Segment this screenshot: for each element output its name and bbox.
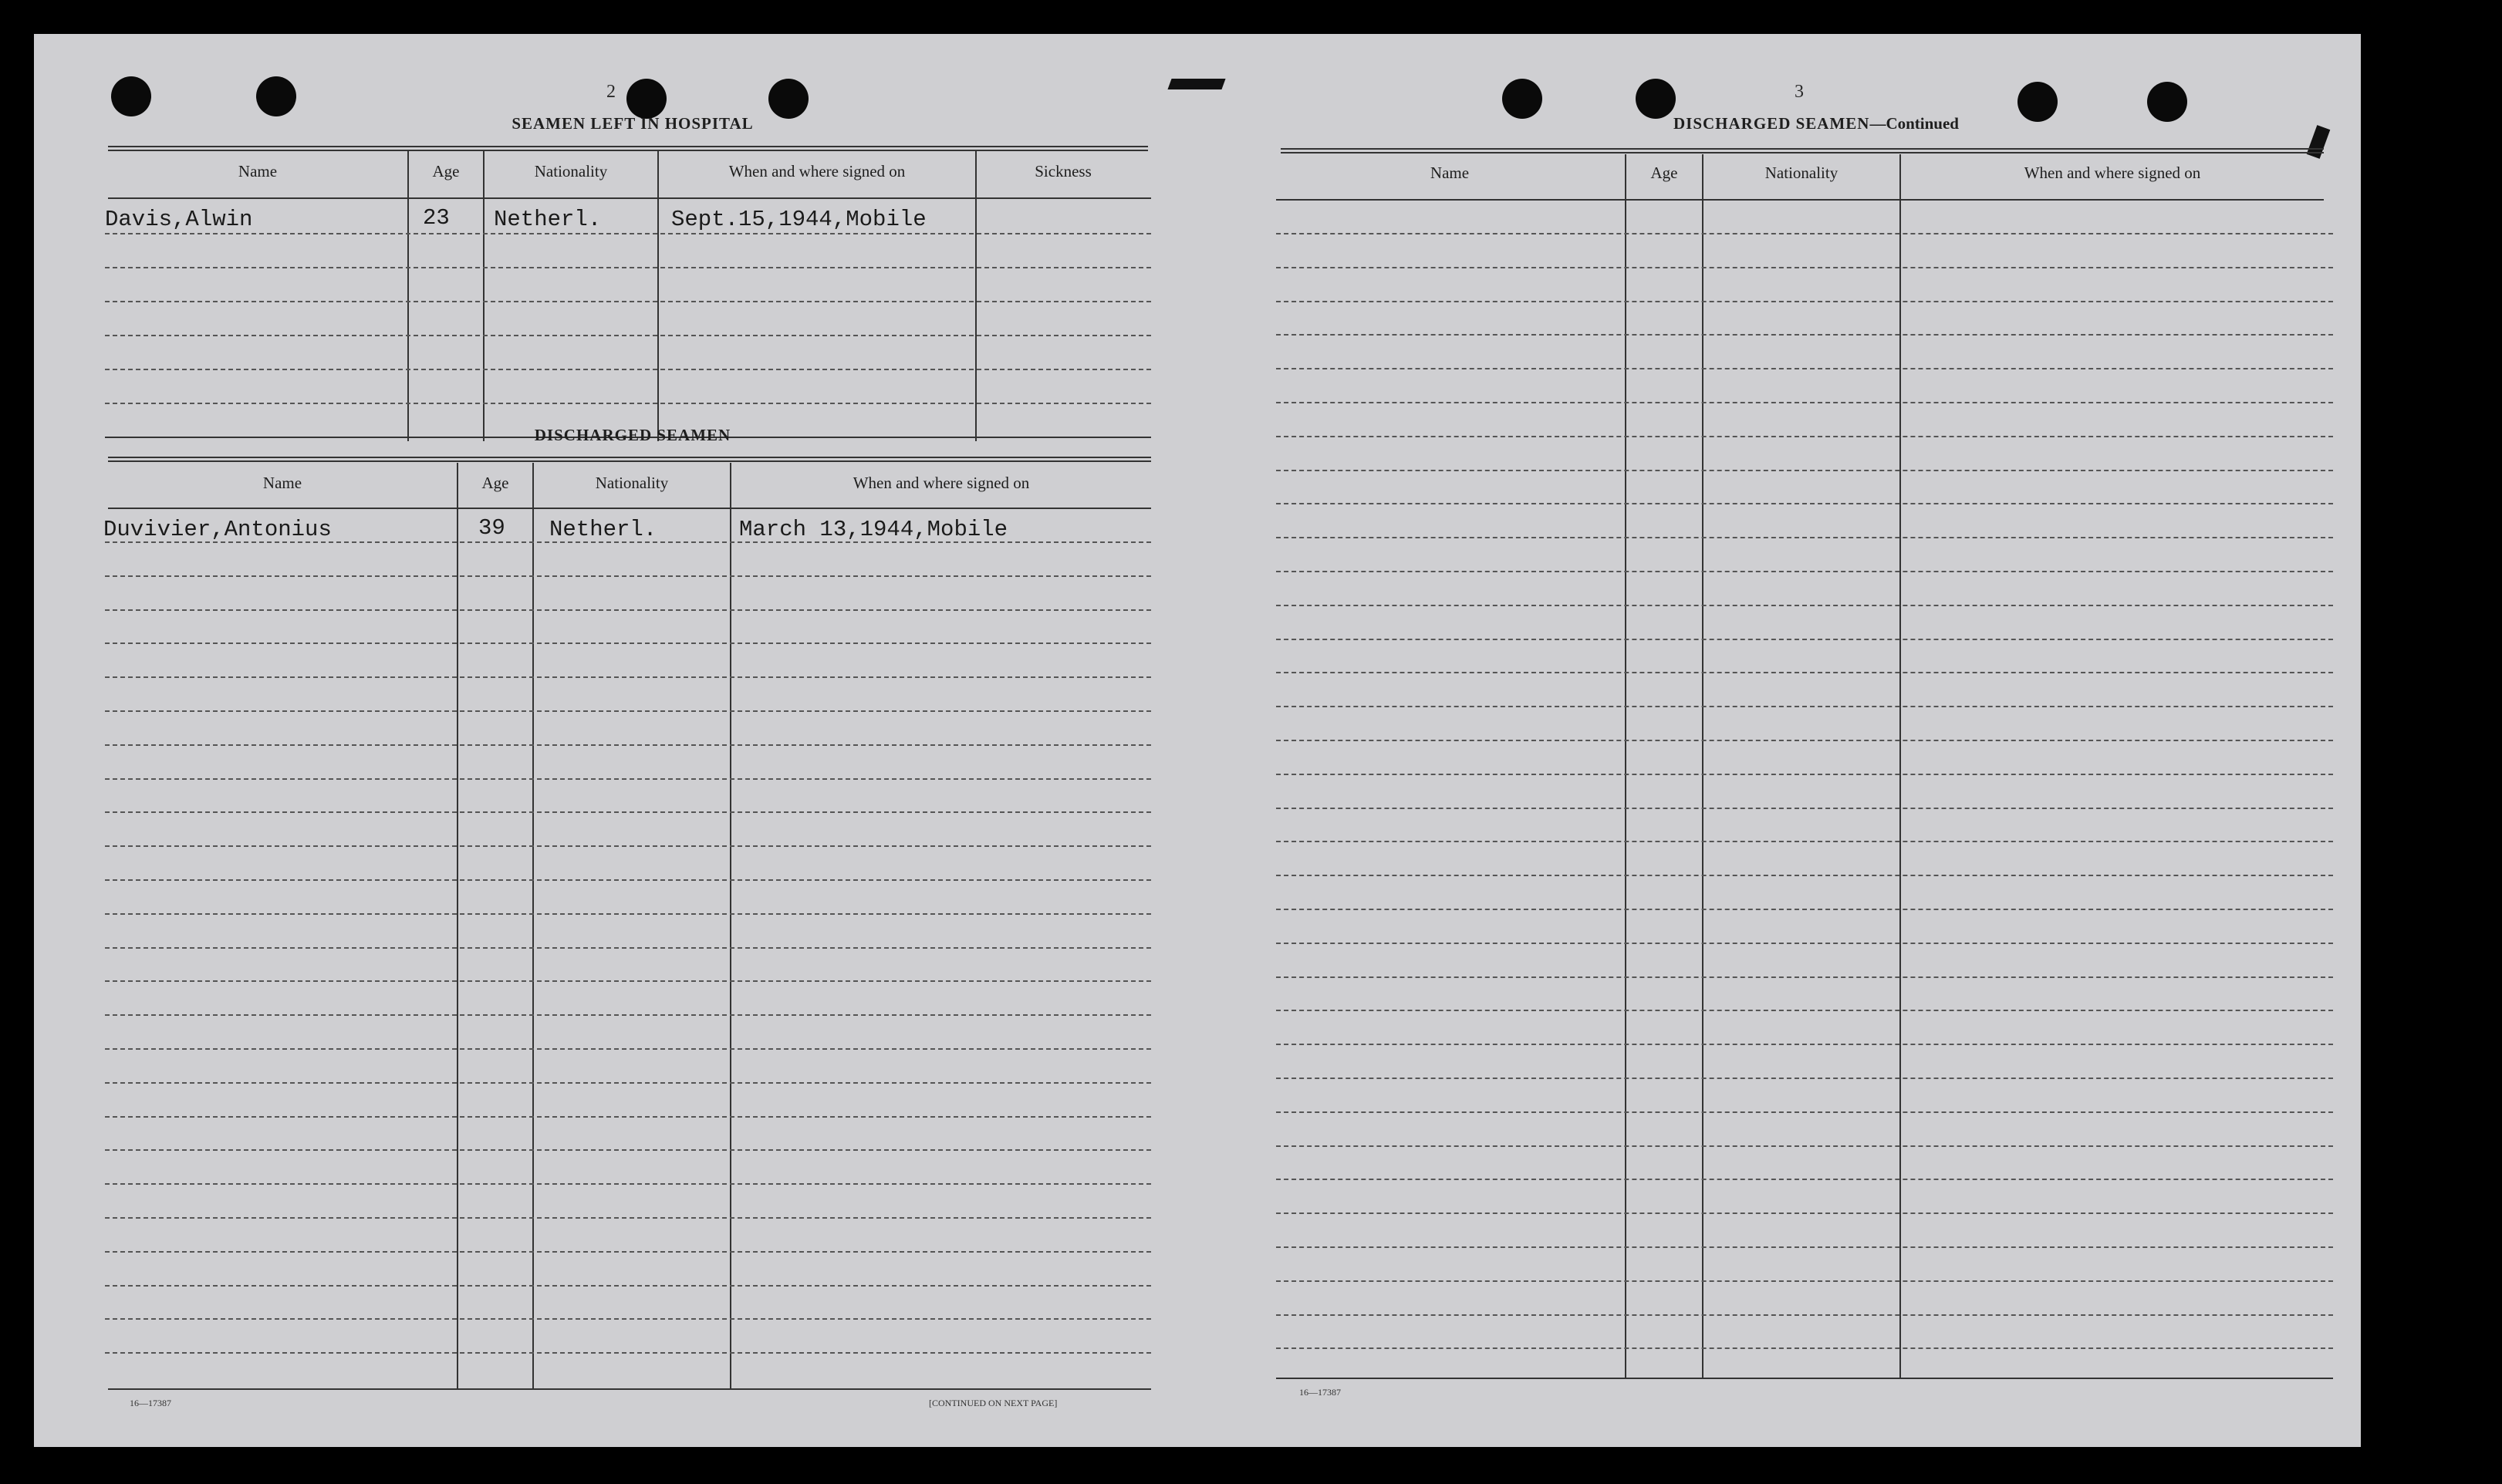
column-header-age: Age: [481, 474, 509, 492]
row-rule: [105, 913, 1151, 915]
row-rule: [105, 1048, 1151, 1050]
hospital-row-nationality: Netherl.: [494, 207, 602, 232]
row-rule: [105, 778, 1151, 780]
row-rule: [105, 1149, 1151, 1151]
row-rule: [105, 1014, 1151, 1016]
discharged-section-title: DISCHARGED SEAMEN: [534, 426, 731, 444]
row-rule: [1276, 976, 2333, 978]
column-header-name: Name: [238, 162, 278, 180]
row-rule: [1276, 706, 2333, 707]
continued-note: [CONTINUED ON NEXT PAGE]: [929, 1398, 1058, 1408]
column-header-signed-on: When and where signed on: [853, 474, 1030, 492]
row-rule: [1276, 267, 2333, 268]
punch-hole: [1502, 79, 1542, 119]
row-rule: [1276, 470, 2333, 471]
column-header-name: Name: [262, 474, 302, 492]
row-rule: [105, 1183, 1151, 1185]
column-header-nationality: Nationality: [534, 162, 608, 180]
column-header-nationality: Nationality: [1764, 164, 1839, 182]
row-rule: [105, 811, 1151, 813]
row-rule: [1276, 503, 2333, 504]
row-rule: [1276, 1212, 2333, 1214]
hospital-section-title: SEAMEN LEFT IN HOSPITAL: [512, 114, 754, 133]
column-header-age: Age: [1650, 164, 1678, 182]
row-rule: [1276, 1246, 2333, 1248]
row-rule: [105, 643, 1151, 644]
column-header-name: Name: [1430, 164, 1470, 182]
row-rule: [105, 1285, 1151, 1287]
row-rule: [105, 879, 1151, 881]
row-rule: [105, 710, 1151, 712]
punch-hole: [626, 79, 667, 119]
row-rule: [1276, 774, 2333, 775]
row-rule: [105, 1352, 1151, 1354]
row-rule: [1276, 1010, 2333, 1011]
form-code: 16—17387: [130, 1398, 171, 1408]
row-rule: [1276, 1044, 2333, 1045]
row-rule: [1276, 1314, 2333, 1316]
row-rule: [1276, 436, 2333, 437]
scan-mark: [1167, 79, 1225, 89]
column-header-sickness: Sickness: [1035, 162, 1092, 180]
column-header-signed-on: When and where signed on: [2024, 164, 2201, 182]
row-rule: [1276, 301, 2333, 302]
row-rule: [105, 541, 1151, 543]
row-rule: [105, 1251, 1151, 1253]
row-rule: [1276, 537, 2333, 538]
discharged-continued-main: DISCHARGED SEAMEN: [1673, 114, 1870, 133]
column-header-age: Age: [432, 162, 460, 180]
row-rule: [1276, 740, 2333, 741]
discharged-row-nationality: Netherl.: [549, 517, 657, 542]
discharged-row-age: 39: [478, 515, 505, 541]
row-rule: [1276, 875, 2333, 876]
row-rule: [1276, 1179, 2333, 1180]
row-rule: [1276, 1347, 2333, 1349]
discharged-row-name: Duvivier,Antonius: [103, 517, 332, 542]
row-rule: [1276, 605, 2333, 606]
hospital-row-signed-on: Sept.15,1944,Mobile: [671, 207, 927, 232]
row-rule: [1276, 402, 2333, 403]
row-rule: [105, 1318, 1151, 1320]
row-rule: [105, 609, 1151, 611]
row-rule: [105, 980, 1151, 982]
row-rule: [105, 947, 1151, 949]
row-rule: [1276, 1145, 2333, 1147]
row-rule: [1276, 943, 2333, 944]
punch-hole: [111, 76, 151, 116]
punch-hole: [1636, 79, 1676, 119]
row-rule: [105, 575, 1151, 577]
row-rule: [1276, 639, 2333, 640]
row-rule: [105, 1082, 1151, 1084]
discharged-row-signed-on: March 13,1944,Mobile: [739, 517, 1008, 542]
row-rule: [105, 1116, 1151, 1118]
punch-hole: [768, 79, 809, 119]
row-rule: [1276, 1280, 2333, 1282]
row-rule: [1276, 233, 2333, 234]
punch-hole: [256, 76, 296, 116]
hospital-row-age: 23: [423, 205, 450, 231]
row-rule: [1276, 672, 2333, 673]
row-rule: [1276, 334, 2333, 336]
row-rule: [1276, 571, 2333, 572]
form-code: 16—17387: [1299, 1387, 1341, 1398]
row-rule: [105, 845, 1151, 847]
discharged-continued-suffix: —Continued: [1869, 114, 1959, 133]
hospital-row-name: Davis,Alwin: [105, 207, 253, 232]
page-number: 2: [606, 82, 616, 102]
row-rule: [105, 676, 1151, 678]
row-rule: [1276, 1078, 2333, 1079]
document-sheet: [34, 34, 2361, 1447]
row-rule: [1276, 841, 2333, 842]
column-header-nationality: Nationality: [595, 474, 669, 492]
row-rule: [1276, 1111, 2333, 1113]
row-rule: [1276, 808, 2333, 809]
discharged-continued-title: [1268, 114, 2364, 133]
row-rule: [105, 1217, 1151, 1219]
row-rule: [1276, 368, 2333, 369]
row-rule: [1276, 909, 2333, 910]
column-header-signed-on: When and where signed on: [728, 162, 906, 180]
page-number: 3: [1795, 82, 1804, 102]
row-rule: [105, 744, 1151, 746]
